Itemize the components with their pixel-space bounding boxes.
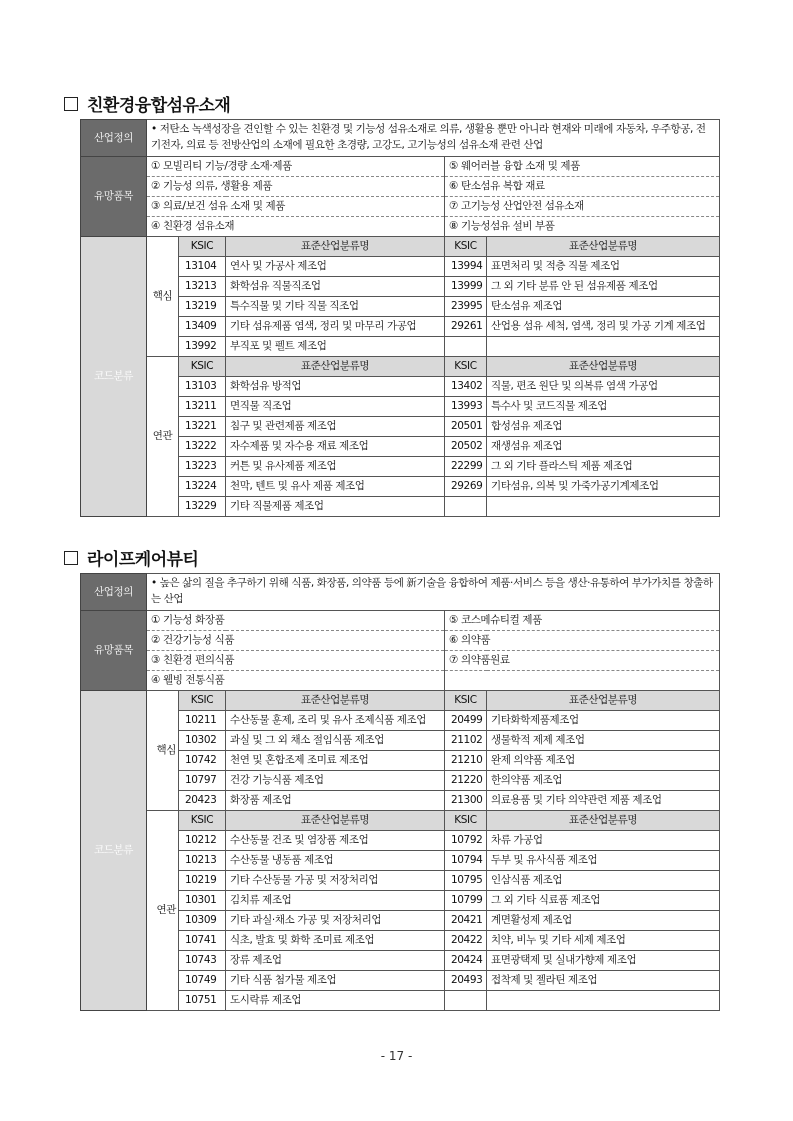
ksic-code: 13409 [179, 317, 226, 337]
promising-item: ② 건강기능성 식품 [147, 631, 445, 651]
code-classification-label: 코드분류 [81, 691, 147, 1011]
core-label-text: 핵심 [156, 744, 176, 756]
industry-name: 연사 및 가공사 제조업 [226, 257, 445, 277]
ksic-code: 13103 [179, 377, 226, 397]
ksic-code: 13223 [179, 457, 226, 477]
ksic-code [445, 497, 487, 517]
industry-name: 기타 식품 첨가물 제조업 [226, 971, 445, 991]
ksic-header: KSIC [445, 811, 487, 831]
industry-name: 화학섬유 직물직조업 [226, 277, 445, 297]
industry-name-header: 표준산업분류명 [226, 691, 445, 711]
industry-name: 그 외 기타 분류 안 된 섬유제품 제조업 [487, 277, 720, 297]
industry-name: 차류 가공업 [487, 831, 720, 851]
ksic-code: 21220 [445, 771, 487, 791]
item-row [81, 177, 720, 197]
section-title-2 [64, 545, 198, 570]
ksic-code: 13211 [179, 397, 226, 417]
industry-name-header: 표준산업분류명 [226, 811, 445, 831]
ksic-code: 21102 [445, 731, 487, 751]
promising-item: ⑦ 고기능성 산업안전 섬유소재 [445, 197, 720, 217]
industry-name: 수산동물 냉동품 제조업 [226, 851, 445, 871]
industry-name: 기타 과실·채소 가공 및 저장처리업 [226, 911, 445, 931]
ksic-code: 13224 [179, 477, 226, 497]
industry-name: 기타 섬유제품 염색, 정리 및 마무리 가공업 [226, 317, 445, 337]
ksic-code: 13992 [179, 337, 226, 357]
promising-item: ⑤ 웨어러블 융합 소재 및 제품 [445, 157, 720, 177]
section-title-1 [64, 91, 230, 116]
industry-name: 치약, 비누 및 기타 세제 제조업 [487, 931, 720, 951]
industry-name: 화학섬유 방적업 [226, 377, 445, 397]
ksic-code: 20501 [445, 417, 487, 437]
ksic-code: 29269 [445, 477, 487, 497]
ksic-code: 21300 [445, 791, 487, 811]
ksic-code: 20424 [445, 951, 487, 971]
ksic-code: 13221 [179, 417, 226, 437]
ksic-code: 10301 [179, 891, 226, 911]
industry-name: 표면광택제 및 실내가향제 제조업 [487, 951, 720, 971]
promising-item: ② 기능성 의류, 생활용 제품 [147, 177, 445, 197]
industry-name: 건강 기능식품 제조업 [226, 771, 445, 791]
promising-items-label: 유망품목 [81, 611, 147, 691]
industry-name-header: 표준산업분류명 [487, 811, 720, 831]
ksic-code: 10749 [179, 971, 226, 991]
code-header-row [81, 237, 720, 257]
industry-name: 과실 및 그 외 채소 절임식품 제조업 [226, 731, 445, 751]
core-label-text: 핵심 [152, 290, 173, 302]
industry-name: 화장품 제조업 [226, 791, 445, 811]
item-row [81, 197, 720, 217]
definition-row [81, 120, 720, 157]
industry-name: 표면처리 및 적층 직물 제조업 [487, 257, 720, 277]
promising-item [445, 671, 720, 691]
industry-name-header: 표준산업분류명 [487, 357, 720, 377]
industry-name-header: 표준산업분류명 [226, 237, 445, 257]
ksic-code: 13213 [179, 277, 226, 297]
item-row [81, 651, 720, 671]
ksic-code: 23995 [445, 297, 487, 317]
rel-label [147, 811, 179, 1011]
industry-name: 계면활성제 제조업 [487, 911, 720, 931]
checkbox-square-icon [64, 551, 78, 565]
definition-label: 산업정의 [81, 574, 147, 611]
industry-name: 의료용품 및 기타 의약관련 제품 제조업 [487, 791, 720, 811]
ksic-code: 20499 [445, 711, 487, 731]
ksic-code: 13104 [179, 257, 226, 277]
industry-name: 수산동물 훈제, 조리 및 유사 조제식품 제조업 [226, 711, 445, 731]
ksic-code: 13402 [445, 377, 487, 397]
ksic-code: 10743 [179, 951, 226, 971]
industry-name: 자수제품 및 자수용 재료 제조업 [226, 437, 445, 457]
core-label [147, 691, 179, 811]
section-title-text: 라이프케어뷰티 [87, 550, 199, 570]
industry-name: 커튼 및 유사제품 제조업 [226, 457, 445, 477]
ksic-code: 10219 [179, 871, 226, 891]
industry-name: 접착제 및 젤라틴 제조업 [487, 971, 720, 991]
ksic-header: KSIC [179, 811, 226, 831]
ksic-code: 10211 [179, 711, 226, 731]
code-header-row [81, 691, 720, 711]
industry-name: 장류 제조업 [226, 951, 445, 971]
code-header-row [81, 811, 720, 831]
ksic-code: 13993 [445, 397, 487, 417]
ksic-code: 13229 [179, 497, 226, 517]
industry-name: 그 외 기타 플라스틱 제품 제조업 [487, 457, 720, 477]
ksic-code: 10792 [445, 831, 487, 851]
promising-item: ③ 친환경 편의식품 [147, 651, 445, 671]
definition-row [81, 574, 720, 611]
industry-name: 생물학적 제제 제조업 [487, 731, 720, 751]
ksic-code: 10212 [179, 831, 226, 851]
industry-name: 기타화학제품제조업 [487, 711, 720, 731]
industry-table-1 [80, 119, 720, 517]
rel-label-text: 연관 [152, 430, 173, 442]
definition-text: • 높은 삶의 질을 추구하기 위해 식품, 화장품, 의약품 등에 新기술을 융합하여 제품·서비스 등을 생산·유통하여 부가가치를 창출하는 산업 [147, 574, 720, 611]
industry-name: 완제 의약품 제조업 [487, 751, 720, 771]
ksic-code: 10302 [179, 731, 226, 751]
industry-name: 면직물 직조업 [226, 397, 445, 417]
industry-name: 식초, 발효 및 화학 조미료 제조업 [226, 931, 445, 951]
ksic-header: KSIC [179, 691, 226, 711]
industry-name: 재생섬유 제조업 [487, 437, 720, 457]
industry-name: 천막, 텐트 및 유사 제품 제조업 [226, 477, 445, 497]
ksic-code: 10799 [445, 891, 487, 911]
industry-name: 부직포 및 펠트 제조업 [226, 337, 445, 357]
industry-name: 김치류 제조업 [226, 891, 445, 911]
promising-item: ① 기능성 화장품 [147, 611, 445, 631]
definition-label: 산업정의 [81, 120, 147, 157]
ksic-code: 10213 [179, 851, 226, 871]
industry-name: 침구 및 관련제품 제조업 [226, 417, 445, 437]
industry-name [487, 337, 720, 357]
item-row [81, 631, 720, 651]
promising-item: ⑦ 의약품원료 [445, 651, 720, 671]
ksic-code: 10309 [179, 911, 226, 931]
industry-name: 기타섬유, 의복 및 가죽가공기계제조업 [487, 477, 720, 497]
ksic-code [445, 991, 487, 1011]
core-label [147, 237, 179, 357]
promising-item: ⑥ 탄소섬유 복합 재료 [445, 177, 720, 197]
promising-item: ⑥ 의약품 [445, 631, 720, 651]
industry-name: 직물, 편조 원단 및 의복류 염색 가공업 [487, 377, 720, 397]
ksic-code: 13219 [179, 297, 226, 317]
industry-name-header: 표준산업분류명 [487, 691, 720, 711]
promising-item: ⑧ 기능성섬유 설비 부품 [445, 217, 720, 237]
ksic-code: 10742 [179, 751, 226, 771]
industry-name: 수산동물 건조 및 염장품 제조업 [226, 831, 445, 851]
checkbox-square-icon [64, 97, 78, 111]
promising-item: ④ 웰빙 전통식품 [147, 671, 445, 691]
industry-table-2 [80, 573, 720, 1011]
item-row [81, 157, 720, 177]
ksic-code: 29261 [445, 317, 487, 337]
ksic-code: 13222 [179, 437, 226, 457]
industry-name: 인삼식품 제조업 [487, 871, 720, 891]
section-title-text: 친환경융합섬유소재 [87, 96, 231, 116]
code-classification-label: 코드분류 [81, 237, 147, 517]
industry-name: 산업용 섬유 세척, 염색, 정리 및 가공 기계 제조업 [487, 317, 720, 337]
ksic-code: 20493 [445, 971, 487, 991]
ksic-code: 22299 [445, 457, 487, 477]
ksic-header: KSIC [445, 691, 487, 711]
ksic-header: KSIC [445, 237, 487, 257]
ksic-code [445, 337, 487, 357]
industry-name: 한의약품 제조업 [487, 771, 720, 791]
promising-item: ⑤ 코스메슈티컬 제품 [445, 611, 720, 631]
industry-name: 그 외 기타 식료품 제조업 [487, 891, 720, 911]
industry-name-header: 표준산업분류명 [226, 357, 445, 377]
industry-name: 천연 및 혼합조제 조미료 제조업 [226, 751, 445, 771]
code-header-row [81, 357, 720, 377]
ksic-code: 21210 [445, 751, 487, 771]
industry-name: 도시락류 제조업 [226, 991, 445, 1011]
industry-name: 기타 직물제품 제조업 [226, 497, 445, 517]
industry-name: 특수사 및 코드직물 제조업 [487, 397, 720, 417]
definition-text: • 저탄소 녹색성장을 견인할 수 있는 친환경 및 기능성 섬유소재로 의류, 생활용 뿐만 아니라 현재와 미래에 자동차, 우주항공, 전기전자, 의료 등 전방산업의 소재에 필요한 초경량, 고강도, 고기능성의 섬유소재 관련 산업 [147, 120, 720, 157]
ksic-code: 10741 [179, 931, 226, 951]
ksic-code: 13994 [445, 257, 487, 277]
ksic-code: 10751 [179, 991, 226, 1011]
ksic-code: 20502 [445, 437, 487, 457]
promising-item: ① 모빌리티 기능/경량 소재·제품 [147, 157, 445, 177]
ksic-code: 10794 [445, 851, 487, 871]
ksic-code: 13999 [445, 277, 487, 297]
industry-name [487, 991, 720, 1011]
ksic-header: KSIC [179, 357, 226, 377]
promising-item: ③ 의료/보건 섬유 소재 및 제품 [147, 197, 445, 217]
ksic-code: 10795 [445, 871, 487, 891]
industry-name [487, 497, 720, 517]
ksic-code: 20422 [445, 931, 487, 951]
page-number: - 17 - [380, 1049, 413, 1063]
rel-label-text: 연관 [156, 904, 176, 916]
industry-name: 두부 및 유사식품 제조업 [487, 851, 720, 871]
item-row [81, 611, 720, 631]
ksic-header: KSIC [179, 237, 226, 257]
industry-name: 기타 수산동물 가공 및 저장처리업 [226, 871, 445, 891]
industry-name-header: 표준산업분류명 [487, 237, 720, 257]
rel-label [147, 357, 179, 517]
item-row [81, 217, 720, 237]
industry-name: 탄소섬유 제조업 [487, 297, 720, 317]
industry-name: 특수직물 및 기타 직물 직조업 [226, 297, 445, 317]
promising-item: ④ 친환경 섬유소재 [147, 217, 445, 237]
item-row [81, 671, 720, 691]
ksic-code: 10797 [179, 771, 226, 791]
industry-name: 합성섬유 제조업 [487, 417, 720, 437]
ksic-code: 20421 [445, 911, 487, 931]
ksic-header: KSIC [445, 357, 487, 377]
promising-items-label: 유망품목 [81, 157, 147, 237]
ksic-code: 20423 [179, 791, 226, 811]
